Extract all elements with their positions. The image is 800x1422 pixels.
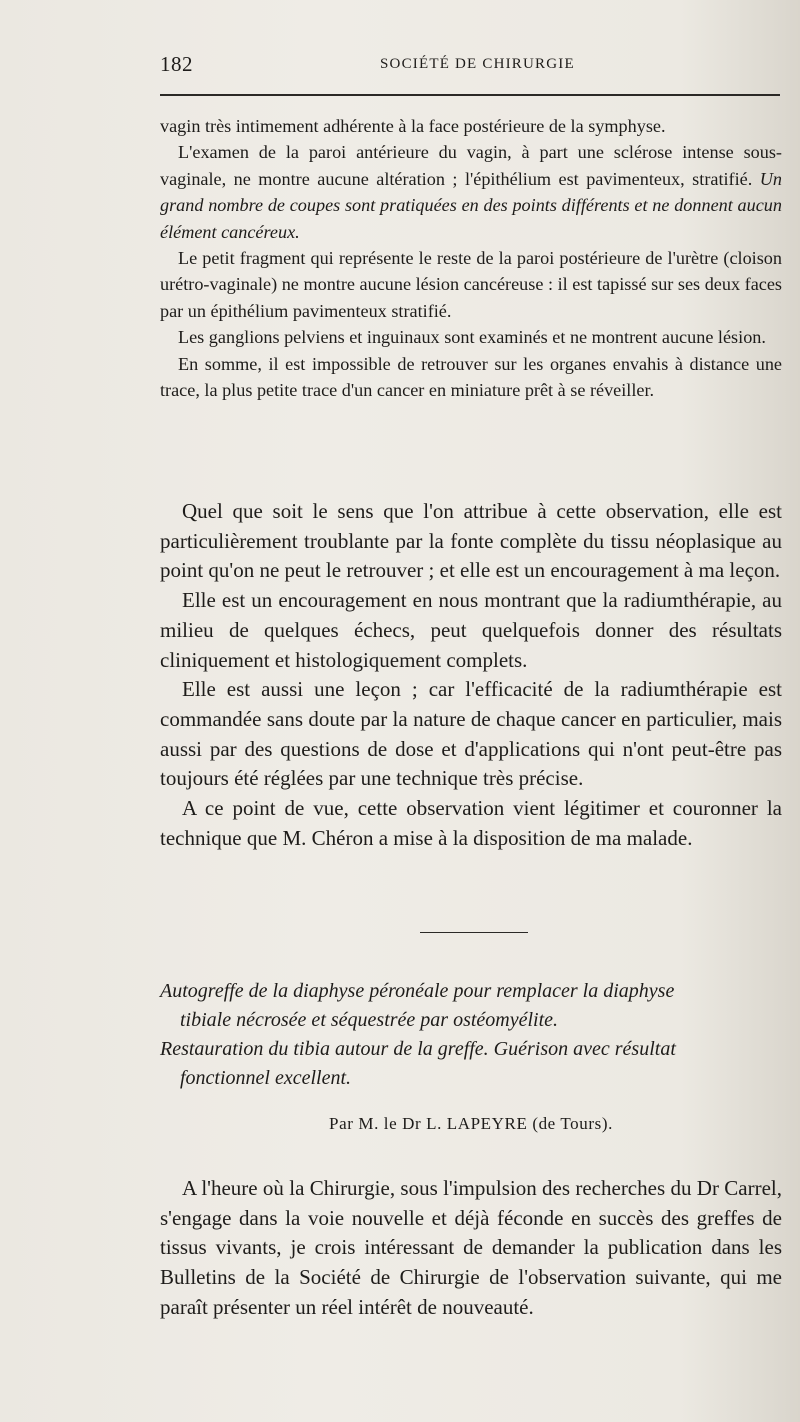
pathology-report	[160, 113, 782, 403]
page-number: 182	[160, 52, 193, 76]
title-line: Autogreffe de la diaphyse péronéale pour remplacer la diaphyse	[160, 980, 675, 1002]
paragraph: Le petit fragment qui représente le reste de la paroi postérieure de l'urètre (cloison urétro-vaginale) ne montre aucune lésion cancéreuse : il est tapissé sur ses deux faces par un épithélium pavimenteux stratifié.	[160, 248, 782, 321]
header-rule	[160, 94, 780, 96]
commentary	[160, 497, 782, 853]
paragraph: Quel que soit le sens que l'on attribue à cette observation, elle est particulièrement troublante par la fonte complète du tissu néoplasique au point qu'on ne peut le retrouver ; et elle est un encouragement à ma leçon.	[160, 499, 782, 583]
paragraph	[160, 139, 782, 245]
article-body	[160, 1174, 782, 1323]
paragraph: Les ganglions pelviens et inguinaux sont examinés et ne montrent aucune lésion.	[178, 327, 766, 348]
italic-sentence: Un grand nombre de coupes sont pratiquées en des points différents et ne donnent aucun élément cancéreux.	[160, 168, 782, 242]
paragraph: A l'heure où la Chirurgie, sous l'impulsion des recherches du Dr Carrel, s'engage dans la voie nouvelle et déjà féconde en succès des greffes de tissus vivants, je crois intéressant de demander la publication dans les Bulletins de la Société de Chirurgie de l'observation suivante, qui me paraît présenter un réel intérêt de nouveauté.	[160, 1176, 782, 1319]
paragraph: Elle est aussi une leçon ; car l'efficacité de la radiumthérapie est commandée sans doute par la nature de chaque cancer en particulier, mais aussi par des questions de dose et d'applications qui n'ont peut-être pas toujours été réglées par une technique très précise.	[160, 677, 782, 791]
paragraph: En somme, il est impossible de retrouver sur les organes envahis à distance une trace, la plus petite trace d'un cancer en miniature prêt à se réveiller.	[160, 353, 782, 401]
section-divider	[420, 932, 528, 933]
paragraph: vagin très intimement adhérente à la face postérieure de la symphyse.	[160, 116, 666, 136]
title-line: Restauration du tibia autour de la greffe. Guérison avec résultat	[160, 1038, 676, 1060]
author-byline: Par M. le Dr L. LAPEYRE (de Tours).	[329, 1114, 613, 1133]
title-line: fonctionnel excellent.	[180, 1067, 352, 1089]
running-head: SOCIÉTÉ DE CHIRURGIE	[380, 56, 575, 72]
paragraph: A ce point de vue, cette observation vient légitimer et couronner la technique que M. Chéron a mise à la disposition de ma malade.	[160, 796, 782, 850]
page-header	[160, 52, 780, 82]
article-title	[160, 977, 782, 1093]
paragraph: Elle est un encouragement en nous montrant que la radiumthérapie, au milieu de quelques échecs, peut quelquefois donner des résultats cliniquement et histologiquement complets.	[160, 588, 782, 672]
title-line: tibiale nécrosée et séquestrée par ostéomyélite.	[180, 1009, 559, 1031]
paragraph-text: L'examen de la paroi antérieure du vagin, à part une sclérose intense sous-vaginale, ne montre aucune altération ; l'épithélium est pavimenteux, stratifié.	[160, 142, 782, 189]
